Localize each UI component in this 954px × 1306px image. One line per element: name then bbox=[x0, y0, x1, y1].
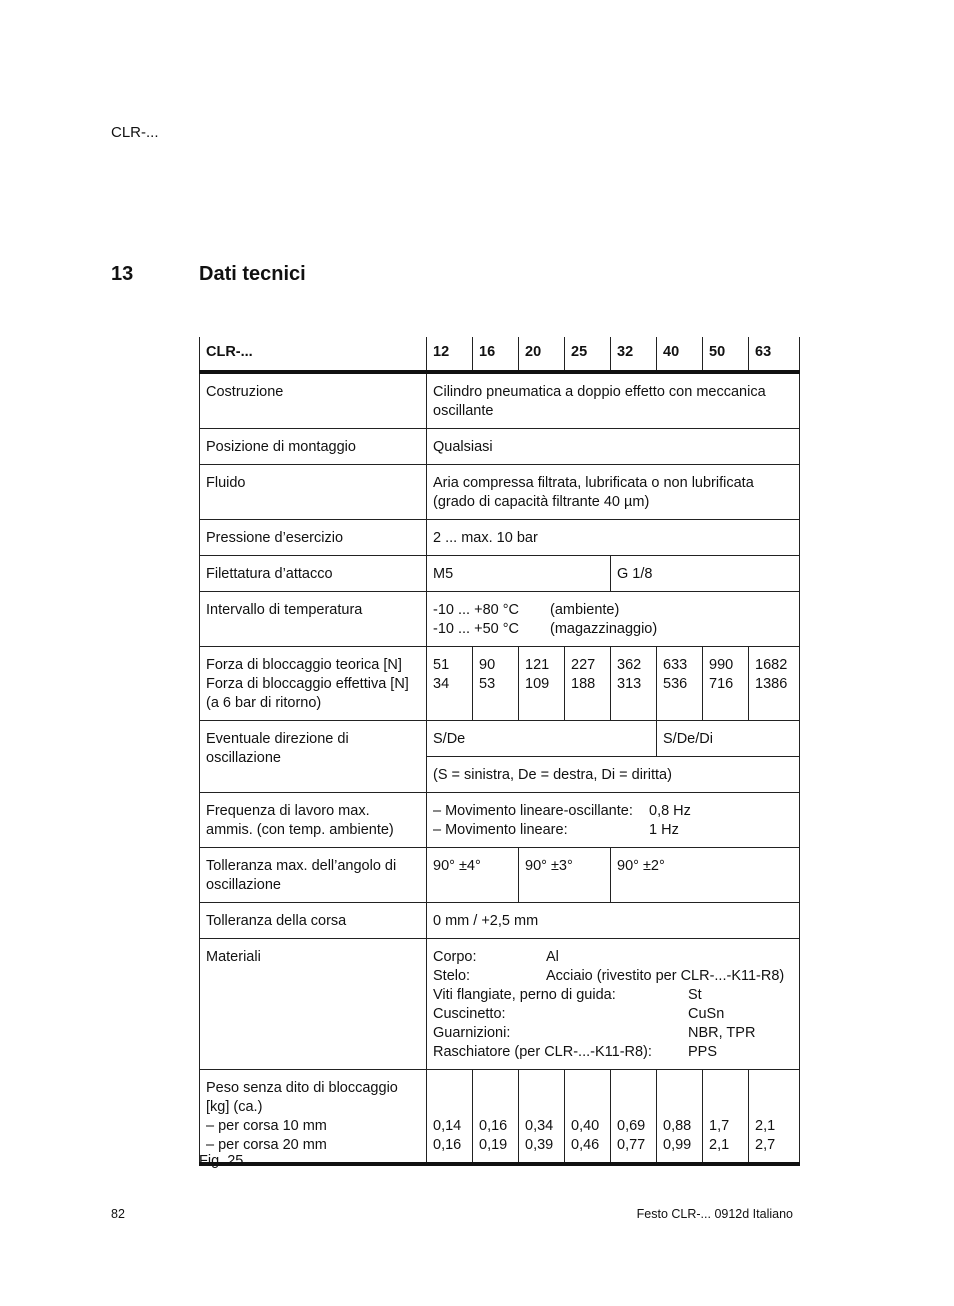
material-value: CuSn bbox=[688, 1006, 725, 1022]
row-value bbox=[427, 939, 800, 1070]
value-line: Cilindro pneumatica a doppio effetto con meccanica bbox=[433, 384, 766, 400]
label-line: Frequenza di lavoro max. bbox=[206, 803, 370, 819]
material-value: NBR, TPR bbox=[688, 1025, 756, 1041]
table-row bbox=[200, 556, 800, 592]
row-value: 90° ±2° bbox=[611, 848, 800, 903]
row-label bbox=[200, 1070, 427, 1165]
weight-10mm: 0,16 bbox=[479, 1118, 508, 1134]
weight-cell bbox=[657, 1070, 703, 1165]
row-value bbox=[427, 372, 800, 429]
label-line: – per corsa 20 mm bbox=[206, 1137, 327, 1153]
header-cell: 50 bbox=[703, 337, 749, 372]
weight-10mm: 1,7 bbox=[709, 1118, 730, 1134]
row-value: 2 ... max. 10 bar bbox=[427, 520, 800, 556]
weight-20mm: 0,46 bbox=[571, 1137, 600, 1153]
table-row bbox=[200, 903, 800, 939]
frequency-value: 0,8 Hz bbox=[649, 803, 691, 819]
temperature-note: (magazzinaggio) bbox=[550, 621, 658, 637]
force-effective: 109 bbox=[525, 676, 550, 692]
weight-10mm: 0,34 bbox=[525, 1118, 554, 1134]
weight-10mm: 0,69 bbox=[617, 1118, 646, 1134]
force-cell bbox=[565, 647, 611, 721]
force-theoretical: 227 bbox=[571, 657, 596, 673]
header-cell: 25 bbox=[565, 337, 611, 372]
row-label bbox=[200, 793, 427, 848]
weight-cell bbox=[473, 1070, 519, 1165]
force-effective: 188 bbox=[571, 676, 596, 692]
row-value: Qualsiasi bbox=[427, 429, 800, 465]
value-line: oscillante bbox=[433, 403, 494, 419]
row-value bbox=[427, 793, 800, 848]
row-label: Tolleranza della corsa bbox=[200, 903, 427, 939]
temperature-range: -10 ... +80 °C bbox=[433, 602, 519, 618]
force-theoretical: 51 bbox=[433, 657, 450, 673]
row-label: Fluido bbox=[200, 465, 427, 520]
weight-20mm: 0,99 bbox=[663, 1137, 692, 1153]
label-line: oscillazione bbox=[206, 877, 281, 893]
row-value bbox=[427, 465, 800, 520]
temperature-note: (ambiente) bbox=[550, 602, 620, 618]
running-header: CLR-... bbox=[111, 124, 159, 141]
table-row bbox=[200, 939, 800, 1070]
row-label bbox=[200, 848, 427, 903]
force-theoretical: 90 bbox=[479, 657, 496, 673]
temperature-line bbox=[433, 620, 793, 639]
material-part: Guarnizioni: bbox=[433, 1025, 511, 1041]
material-line bbox=[433, 986, 793, 1005]
material-line bbox=[433, 948, 793, 967]
section-number: 13 bbox=[111, 263, 134, 285]
row-label: Costruzione bbox=[200, 372, 427, 429]
row-label: Filettatura d’attacco bbox=[200, 556, 427, 592]
temperature-range: -10 ... +50 °C bbox=[433, 621, 519, 637]
table-row bbox=[200, 647, 800, 721]
force-effective: 536 bbox=[663, 676, 688, 692]
force-effective: 1386 bbox=[755, 676, 788, 692]
material-part: Stelo: bbox=[433, 968, 471, 984]
material-value: Acciaio (rivestito per CLR-...-K11-R8) bbox=[546, 968, 785, 984]
weight-10mm: 0,14 bbox=[433, 1118, 462, 1134]
header-cell: CLR-... bbox=[200, 337, 427, 372]
header-cell: 40 bbox=[657, 337, 703, 372]
frequency-value: 1 Hz bbox=[649, 822, 679, 838]
frequency-item: – Movimento lineare: bbox=[433, 822, 568, 838]
force-theoretical: 121 bbox=[525, 657, 550, 673]
material-part: Cuscinetto: bbox=[433, 1006, 506, 1022]
material-part: Raschiatore (per CLR-...-K11-R8): bbox=[433, 1044, 652, 1060]
label-line: Forza di bloccaggio effettiva [N] bbox=[206, 676, 409, 692]
row-value: 0 mm / +2,5 mm bbox=[427, 903, 800, 939]
force-effective: 53 bbox=[479, 676, 496, 692]
weight-cell bbox=[703, 1070, 749, 1165]
row-label bbox=[200, 647, 427, 721]
table-row bbox=[200, 1070, 800, 1165]
label-line: (a 6 bar di ritorno) bbox=[206, 695, 322, 711]
weight-cell bbox=[749, 1070, 800, 1165]
force-theoretical: 990 bbox=[709, 657, 734, 673]
table-header-row bbox=[200, 337, 800, 372]
row-value: S/De bbox=[427, 721, 657, 757]
page-number: 82 bbox=[111, 1207, 125, 1221]
weight-10mm: 0,40 bbox=[571, 1118, 600, 1134]
header-cell: 16 bbox=[473, 337, 519, 372]
table-row bbox=[200, 592, 800, 647]
force-theoretical: 633 bbox=[663, 657, 688, 673]
label-line: – per corsa 10 mm bbox=[206, 1118, 327, 1134]
weight-20mm: 0,16 bbox=[433, 1137, 462, 1153]
row-value: M5 bbox=[427, 556, 611, 592]
material-value: PPS bbox=[688, 1044, 718, 1060]
material-value: Al bbox=[546, 949, 559, 965]
frequency-item: – Movimento lineare-oscillante: bbox=[433, 803, 633, 819]
table-row bbox=[200, 721, 800, 757]
table-row bbox=[200, 372, 800, 429]
label-line: oscillazione bbox=[206, 750, 281, 766]
weight-10mm: 0,88 bbox=[663, 1118, 692, 1134]
row-label: Posizione di montaggio bbox=[200, 429, 427, 465]
header-cell: 20 bbox=[519, 337, 565, 372]
temperature-line bbox=[433, 601, 793, 620]
row-value: 90° ±3° bbox=[519, 848, 611, 903]
value-line: Aria compressa filtrata, lubrificata o non lubrificata bbox=[433, 475, 754, 491]
row-value bbox=[427, 592, 800, 647]
force-cell bbox=[427, 647, 473, 721]
figure-caption: Fig. 25 bbox=[199, 1153, 244, 1169]
label-line: [kg] (ca.) bbox=[206, 1099, 263, 1115]
force-cell bbox=[519, 647, 565, 721]
label-line: ammis. (con temp. ambiente) bbox=[206, 822, 394, 838]
frequency-line bbox=[433, 802, 793, 821]
label-line: Eventuale direzione di bbox=[206, 731, 349, 747]
weight-20mm: 0,19 bbox=[479, 1137, 508, 1153]
weight-20mm: 2,7 bbox=[755, 1137, 776, 1153]
material-line bbox=[433, 1024, 793, 1043]
weight-20mm: 2,1 bbox=[709, 1137, 730, 1153]
row-label: Materiali bbox=[200, 939, 427, 1070]
frequency-line bbox=[433, 821, 793, 840]
row-label: Pressione d’esercizio bbox=[200, 520, 427, 556]
document-footer: Festo CLR-... 0912d Italiano bbox=[636, 1207, 793, 1221]
weight-cell bbox=[611, 1070, 657, 1165]
label-line: Tolleranza max. dell’angolo di bbox=[206, 858, 397, 874]
force-effective: 313 bbox=[617, 676, 642, 692]
table-row bbox=[200, 848, 800, 903]
force-cell bbox=[703, 647, 749, 721]
technical-data-table bbox=[199, 337, 800, 1166]
label-line: Forza di bloccaggio teorica [N] bbox=[206, 657, 402, 673]
row-value: G 1/8 bbox=[611, 556, 800, 592]
header-cell: 12 bbox=[427, 337, 473, 372]
force-effective: 34 bbox=[433, 676, 450, 692]
force-cell bbox=[657, 647, 703, 721]
table-row bbox=[200, 465, 800, 520]
material-part: Corpo: bbox=[433, 949, 477, 965]
force-theoretical: 1682 bbox=[755, 657, 788, 673]
weight-10mm: 2,1 bbox=[755, 1118, 776, 1134]
row-value: S/De/Di bbox=[657, 721, 800, 757]
weight-20mm: 0,39 bbox=[525, 1137, 554, 1153]
weight-cell bbox=[565, 1070, 611, 1165]
row-value: (S = sinistra, De = destra, Di = diritta) bbox=[427, 757, 800, 793]
force-effective: 716 bbox=[709, 676, 734, 692]
weight-cell bbox=[427, 1070, 473, 1165]
force-cell bbox=[749, 647, 800, 721]
force-cell bbox=[473, 647, 519, 721]
value-line: (grado di capacità filtrante 40 µm) bbox=[433, 494, 650, 510]
table-row bbox=[200, 429, 800, 465]
force-theoretical: 362 bbox=[617, 657, 642, 673]
row-label: Intervallo di temperatura bbox=[200, 592, 427, 647]
section-title: Dati tecnici bbox=[199, 263, 306, 285]
row-label bbox=[200, 721, 427, 793]
header-cell: 32 bbox=[611, 337, 657, 372]
weight-cell bbox=[519, 1070, 565, 1165]
material-line bbox=[433, 1043, 793, 1062]
material-line bbox=[433, 1005, 793, 1024]
force-cell bbox=[611, 647, 657, 721]
table-row bbox=[200, 793, 800, 848]
material-part: Viti flangiate, perno di guida: bbox=[433, 987, 616, 1003]
label-line: Peso senza dito di bloccaggio bbox=[206, 1080, 398, 1096]
weight-20mm: 0,77 bbox=[617, 1137, 646, 1153]
material-line bbox=[433, 967, 793, 986]
row-value: 90° ±4° bbox=[427, 848, 519, 903]
header-cell: 63 bbox=[749, 337, 800, 372]
material-value: St bbox=[688, 987, 702, 1003]
table-row bbox=[200, 520, 800, 556]
